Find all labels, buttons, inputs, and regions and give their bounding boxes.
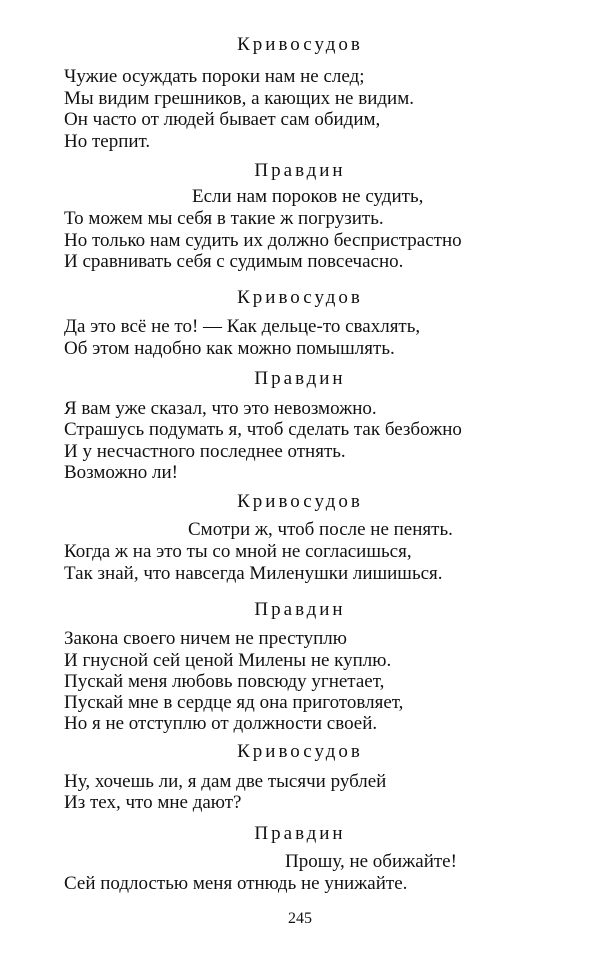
verse-line: Но терпит. (64, 131, 151, 152)
speaker-name: Правдин (254, 823, 346, 844)
speaker-name: Правдин (254, 599, 346, 620)
verse-line: И гнусной сей ценой Милены не куплю. (64, 650, 392, 671)
verse-line: Из тех, что мне дают? (64, 792, 242, 813)
verse-line: Но только нам судить их должно беспристрастно (64, 230, 462, 251)
verse-line: Мы видим грешников, а кающих не видим. (64, 88, 414, 109)
verse-line: Закона своего ничем не преступлю (64, 628, 347, 649)
verse-line: Смотри ж, чтоб после не пенять. (188, 519, 453, 540)
verse-line: Но я не отступлю от должности своей. (64, 713, 378, 734)
verse-line: Прошу, не обижайте! (285, 851, 457, 872)
verse-line: Если нам пороков не судить, (192, 186, 424, 207)
verse-line: И сравнивать себя с судимым повсечасно. (64, 251, 404, 272)
verse-line: Он часто от людей бывает сам обидим, (64, 109, 381, 130)
speaker-name: Кривосудов (237, 287, 363, 308)
speaker-name: Правдин (254, 160, 346, 181)
speaker-name: Кривосудов (237, 741, 363, 762)
speaker-name: Правдин (254, 368, 346, 389)
verse-line: Возможно ли! (64, 462, 178, 483)
verse-line: Ну, хочешь ли, я дам две тысячи рублей (64, 771, 387, 792)
verse-line: Пускай меня любовь повсюду угнетает, (64, 671, 385, 692)
verse-line: Я вам уже сказал, что это невозможно. (64, 398, 377, 419)
speaker-name: Кривосудов (237, 34, 363, 55)
verse-line: И у несчастного последнее отнять. (64, 441, 346, 462)
verse-line: Сей подлостью меня отнюдь не унижайте. (64, 873, 408, 894)
verse-line: Когда ж на это ты со мной не согласишься, (64, 541, 412, 562)
speaker-name: Кривосудов (237, 491, 363, 512)
verse-line: Об этом надобно как можно помышлять. (64, 338, 395, 359)
verse-line: Чужие осуждать пороки нам не след; (64, 66, 365, 87)
verse-line: Страшусь подумать я, чтоб сделать так безбожно (64, 419, 462, 440)
verse-line: Да это всё не то! — Как дельце-то свахлять, (64, 316, 421, 337)
page-number: 245 (288, 910, 312, 927)
verse-line: Пускай мне в сердце яд она приготовляет, (64, 692, 404, 713)
verse-line: То можем мы себя в такие ж погрузить. (64, 208, 384, 229)
verse-line: Так знай, что навсегда Миленушки лишишься. (64, 563, 443, 584)
